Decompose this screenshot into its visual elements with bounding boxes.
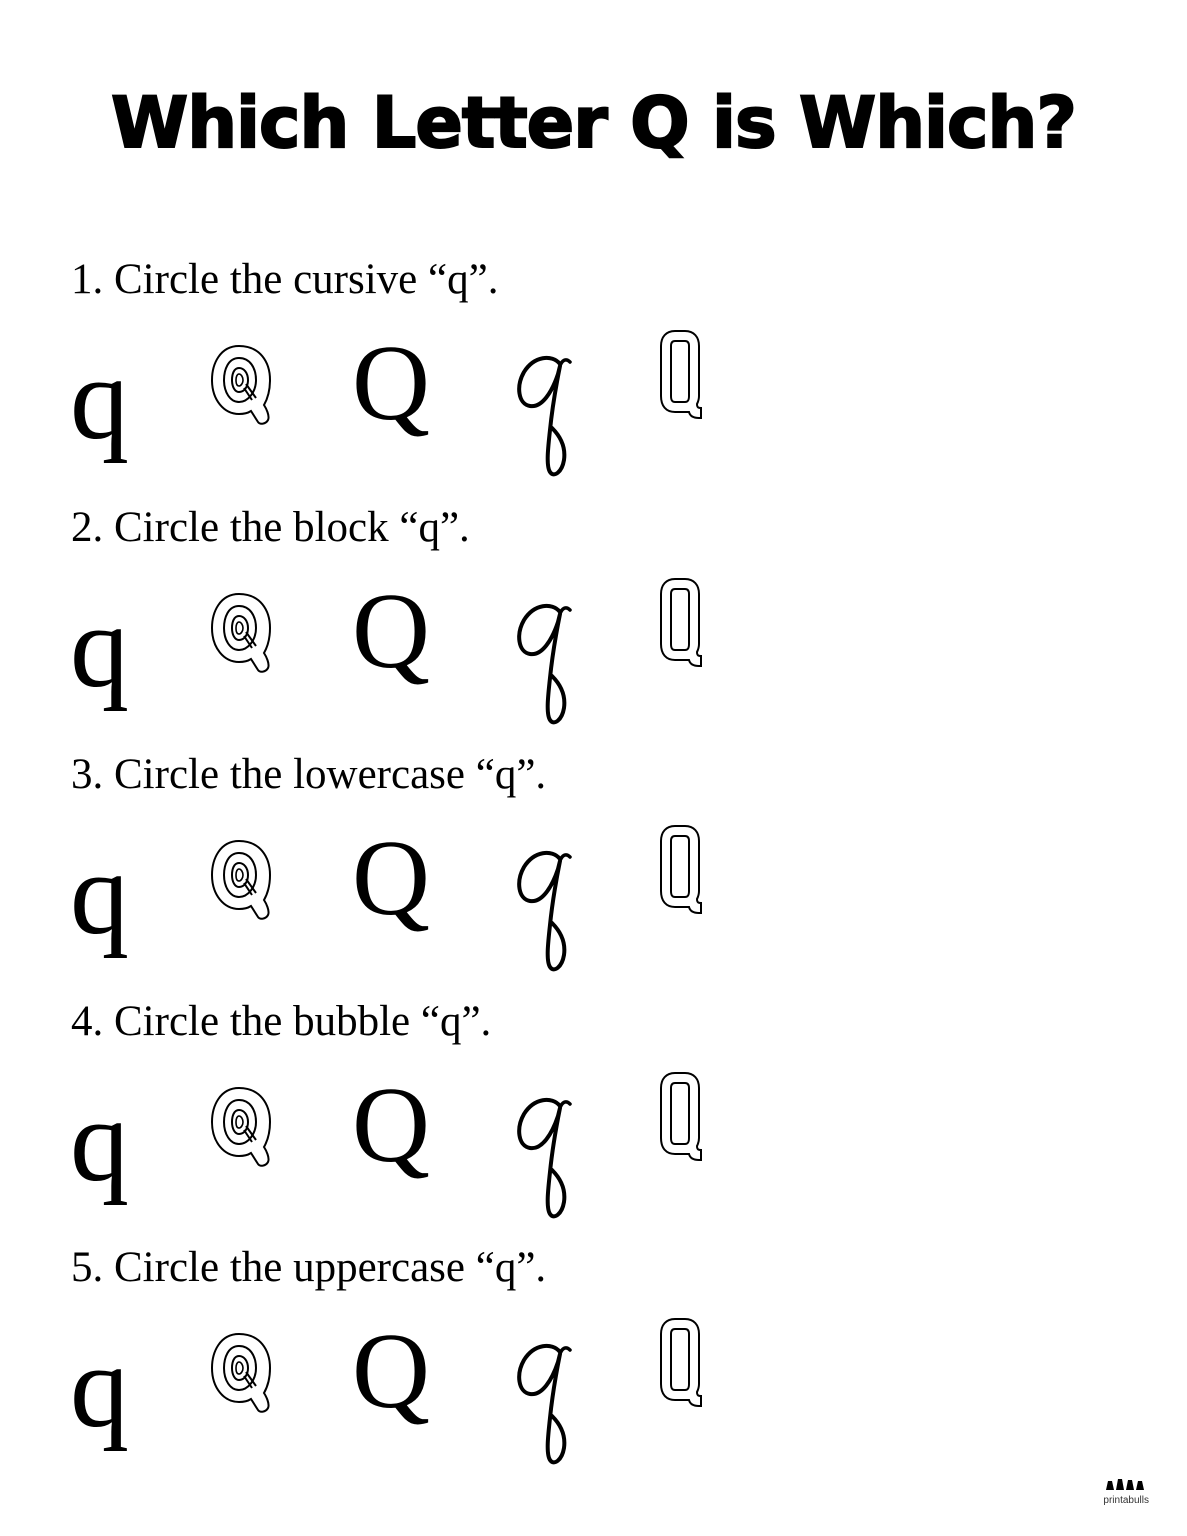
letter-row-1 bbox=[0, 324, 760, 502]
lowercase-q-option[interactable]: q bbox=[70, 1321, 129, 1452]
cursive-q-icon[interactable] bbox=[510, 1336, 580, 1471]
question-1: 1. Circle the cursive “q”. bbox=[71, 256, 499, 303]
block-q-icon[interactable] bbox=[657, 823, 705, 922]
cursive-q-icon[interactable] bbox=[510, 348, 580, 483]
uppercase-q-option[interactable]: Q bbox=[352, 324, 430, 443]
cursive-q-icon[interactable] bbox=[510, 1090, 580, 1225]
block-q-icon[interactable] bbox=[657, 1316, 705, 1415]
block-q-icon[interactable] bbox=[657, 1070, 705, 1169]
logo-text: printabulls bbox=[1103, 1495, 1149, 1506]
cursive-q-icon[interactable] bbox=[510, 596, 580, 731]
question-2: 2. Circle the block “q”. bbox=[71, 504, 470, 551]
bulls-logo-icon bbox=[1104, 1477, 1148, 1491]
question-3: 3. Circle the lowercase “q”. bbox=[71, 751, 547, 798]
lowercase-q-option[interactable]: q bbox=[70, 333, 129, 464]
block-q-icon[interactable] bbox=[657, 328, 705, 427]
uppercase-q-option[interactable]: Q bbox=[352, 572, 430, 691]
printabulls-logo bbox=[1103, 1477, 1149, 1506]
uppercase-q-option[interactable]: Q bbox=[352, 1312, 430, 1431]
uppercase-q-option[interactable]: Q bbox=[352, 1066, 430, 1185]
question-5: 5. Circle the uppercase “q”. bbox=[71, 1244, 547, 1291]
uppercase-q-option[interactable]: Q bbox=[352, 819, 430, 938]
lowercase-q-option[interactable]: q bbox=[70, 581, 129, 712]
letter-row-5 bbox=[0, 1312, 760, 1490]
letter-row-2 bbox=[0, 572, 760, 750]
bubble-q-icon[interactable] bbox=[208, 1330, 274, 1419]
bubble-q-icon[interactable] bbox=[208, 837, 274, 926]
lowercase-q-option[interactable]: q bbox=[70, 828, 129, 959]
worksheet-title: Which Letter Q is Which? bbox=[111, 82, 1076, 164]
letter-row-3 bbox=[0, 819, 760, 997]
question-4: 4. Circle the bubble “q”. bbox=[71, 998, 492, 1045]
bubble-q-icon[interactable] bbox=[208, 342, 274, 431]
cursive-q-icon[interactable] bbox=[510, 843, 580, 978]
bubble-q-icon[interactable] bbox=[208, 590, 274, 679]
block-q-icon[interactable] bbox=[657, 576, 705, 675]
lowercase-q-option[interactable]: q bbox=[70, 1075, 129, 1206]
bubble-q-icon[interactable] bbox=[208, 1084, 274, 1173]
letter-row-4 bbox=[0, 1066, 760, 1244]
